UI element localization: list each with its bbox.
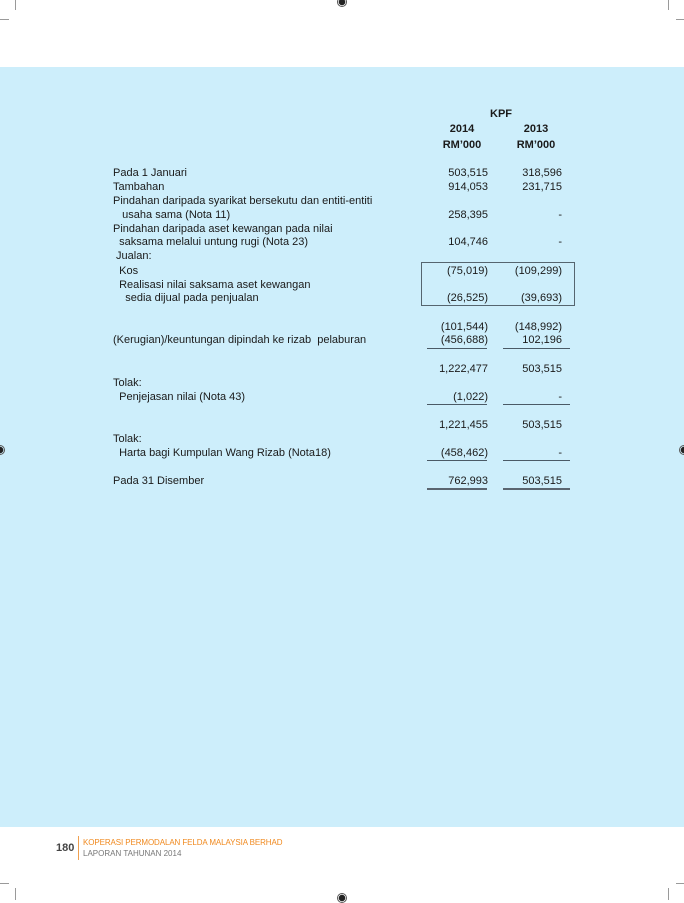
footer-organization: KOPERASI PERMODALAN FELDA MALAYSIA BERHAD (83, 838, 283, 847)
content-panel (0, 67, 684, 827)
subtotal-rule-2014 (427, 404, 487, 405)
total-rule-2013 (503, 488, 570, 490)
crop-mark-top-right-h (676, 19, 684, 20)
row-label: Pada 1 Januari (113, 167, 187, 179)
value-2014: (1,022) (453, 391, 488, 403)
subtotal-rule-2014 (427, 348, 487, 349)
registration-mark-bottom-icon (337, 893, 347, 903)
crop-mark-bottom-left-h (0, 883, 9, 884)
row-label: Tolak: (113, 377, 142, 389)
row-label: sedia dijual pada penjualan (113, 292, 259, 304)
value-2013: (148,992) (514, 321, 562, 333)
row-label: (Kerugian)/keuntungan dipindah ke rizab pelaburan (113, 334, 367, 346)
value-2014: 503,515 (448, 167, 488, 179)
row-label: Kos (113, 265, 139, 277)
crop-mark-top-right (668, 0, 669, 10)
footer-subtitle: LAPORAN TAHUNAN 2014 (83, 849, 182, 858)
value-2013: (39,693) (521, 292, 562, 304)
subtotal-rule-2014 (427, 460, 487, 461)
column-header-year-2013: 2013 (523, 123, 549, 135)
value-2013: 503,515 (522, 363, 562, 375)
column-header-year-2014: 2014 (449, 123, 475, 135)
value-2014: 1,221,455 (439, 419, 488, 431)
crop-mark-bottom-right-h (676, 883, 684, 884)
value-2014: 258,395 (448, 209, 488, 221)
subtotal-rule-2013 (503, 404, 570, 405)
row-label: Harta bagi Kumpulan Wang Rizab (Nota18) (113, 447, 331, 459)
column-header-unit-2013: RM’000 (516, 139, 556, 151)
value-2013: 503,515 (522, 475, 562, 487)
page-number: 180 (56, 842, 75, 854)
row-label: Pindahan daripada aset kewangan pada nilai (113, 223, 333, 235)
value-2013: - (558, 391, 562, 403)
crop-mark-top-left (15, 0, 16, 10)
value-2014: (456,688) (440, 334, 488, 346)
value-2013: 318,596 (522, 167, 562, 179)
value-2014: 104,746 (448, 236, 488, 248)
value-2014: (458,462) (440, 447, 488, 459)
value-2014: 762,993 (448, 475, 488, 487)
total-rule-2014 (427, 488, 487, 490)
value-2014: (26,525) (447, 292, 488, 304)
subtotal-rule-2013 (503, 348, 570, 349)
row-label: Pada 31 Disember (113, 475, 205, 487)
registration-mark-top-icon (337, 0, 347, 7)
value-2013: 503,515 (522, 419, 562, 431)
value-2014: (101,544) (440, 321, 488, 333)
crop-mark-top-left-h (0, 19, 9, 20)
row-label: saksama melalui untung rugi (Nota 23) (113, 236, 309, 248)
value-2013: - (558, 236, 562, 248)
value-2014: (75,019) (447, 265, 488, 277)
column-header-unit-2014: RM’000 (442, 139, 482, 151)
value-2013: - (558, 447, 562, 459)
crop-mark-bottom-right (668, 888, 669, 900)
row-label: usaha sama (Nota 11) (113, 209, 231, 221)
value-2013: 231,715 (522, 181, 562, 193)
crop-mark-bottom-left (15, 888, 16, 900)
row-label: Tolak: (113, 433, 142, 445)
row-label: Penjejasan nilai (Nota 43) (113, 391, 246, 403)
footer-divider (78, 836, 79, 860)
subtotal-rule-2013 (503, 460, 570, 461)
row-label: Jualan: (113, 250, 152, 262)
value-2014: 1,222,477 (439, 363, 488, 375)
value-2014: 914,053 (448, 181, 488, 193)
row-label: Realisasi nilai saksama aset kewangan (113, 279, 311, 291)
registration-mark-right-icon (679, 445, 684, 455)
row-label: Tambahan (113, 181, 165, 193)
row-label: Pindahan daripada syarikat bersekutu dan entiti-entiti (113, 195, 373, 207)
group-header-kpf: KPF (490, 108, 512, 120)
value-2013: - (558, 209, 562, 221)
value-2013: (109,299) (514, 265, 562, 277)
value-2013: 102,196 (522, 334, 562, 346)
